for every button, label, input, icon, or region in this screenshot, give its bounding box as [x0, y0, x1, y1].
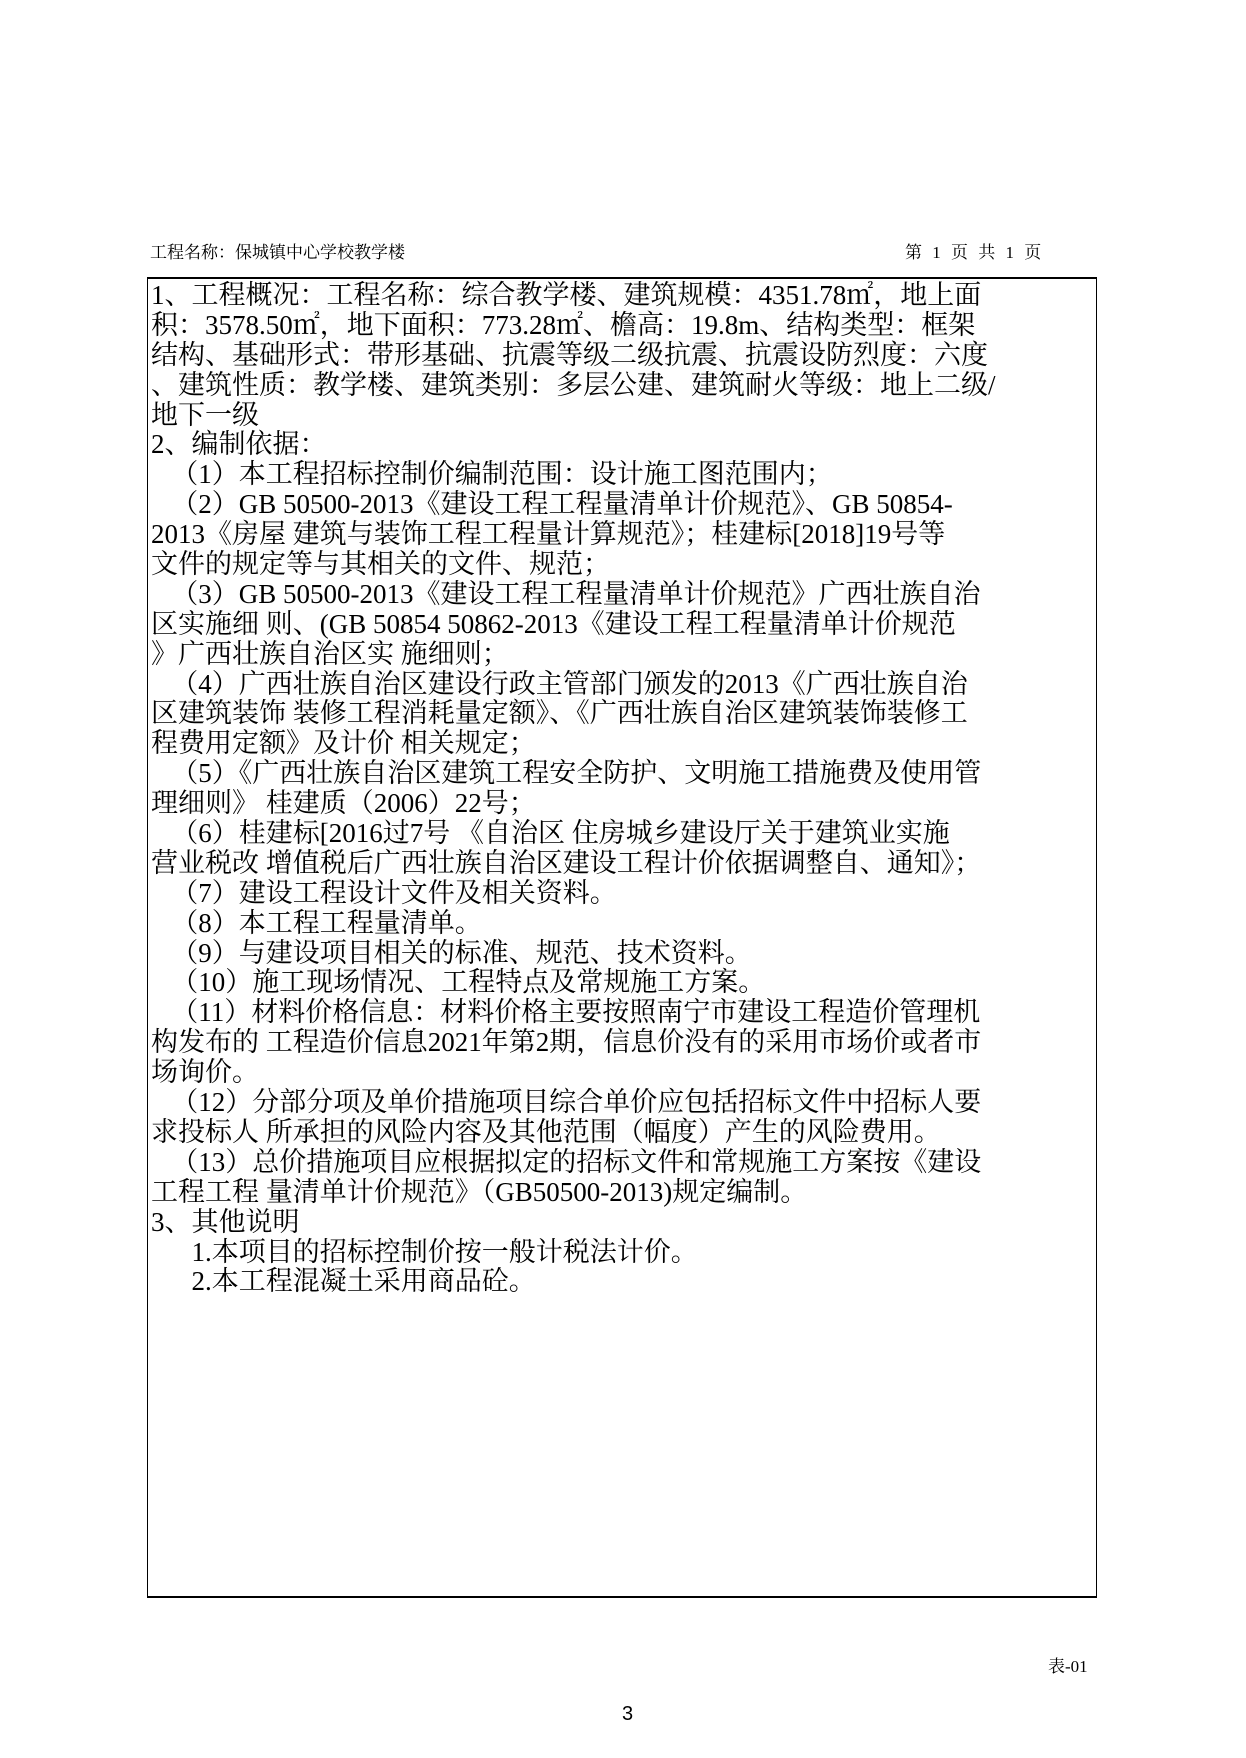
table-code: 表-01 [1048, 1657, 1088, 1676]
text-line: （13）总价措施项目应根据拟定的招标文件和常规施工方案按《建设 [151, 1146, 982, 1177]
text-line: 地下一级 [151, 399, 259, 430]
text-line: 》广西壮族自治区实 施细则； [151, 638, 509, 669]
text-line: 2013《房屋 建筑与装饰工程工程量计算规范》；桂建标[2018]19号等 [151, 519, 946, 550]
text-line: 1.本项目的招标控制价按一般计税法计价。 [151, 1236, 698, 1267]
text-line: 场询价。 [151, 1057, 259, 1088]
text-line: （11）材料价格信息：材料价格主要按照南宁市建设工程造价管理机 [151, 997, 981, 1028]
text-line: 构发布的 工程造价信息2021年第2期，信息价没有的采用市场价或者市 [151, 1027, 982, 1058]
text-line: （2）GB 50500-2013《建设工程工程量清单计价规范》、GB 50854- [151, 489, 953, 520]
text-line: 理细则》 桂建质（2006）22号； [151, 788, 536, 819]
text-line: 营业税改 增值税后广西壮族自治区建设工程计价依据调整自、通知》； [151, 847, 982, 878]
text-line: 2、编制依据： [151, 429, 327, 460]
text-line: 区建筑装饰 装修工程消耗量定额》、《广西壮族自治区建筑装饰装修工 [151, 698, 968, 729]
text-line: （4）广西壮族自治区建设行政主管部门颁发的2013《广西壮族自治 [151, 668, 968, 699]
text-line: （10）施工现场情况、工程特点及常规施工方案。 [151, 967, 766, 998]
text-line: （5）《广西壮族自治区建筑工程安全防护、文明施工措施费及使用管 [151, 758, 982, 789]
text-line: 3、其他说明 [151, 1206, 300, 1237]
project-name: 工程名称：保城镇中心学校教学楼 [150, 243, 405, 262]
text-line: 求投标人 所承担的风险内容及其他范围（幅度）产生的风险费用。 [151, 1116, 941, 1147]
text-line: （8）本工程工程量清单。 [151, 907, 482, 938]
text-line: （3）GB 50500-2013《建设工程工程量清单计价规范》广西壮族自治 [151, 578, 981, 609]
text-line: 1、工程概况：工程名称：综合教学楼、建筑规模：4351.78㎡，地上面 [151, 280, 982, 310]
page-info: 第 1 页 共 1 页 [905, 243, 1042, 262]
divider [147, 1597, 1097, 1598]
description-box [147, 277, 1097, 1597]
text-line: （9）与建设项目相关的标准、规范、技术资料。 [151, 937, 752, 968]
text-line: 2.本工程混凝土采用商品砼。 [151, 1266, 536, 1297]
page-number: 3 [622, 1703, 634, 1725]
text-line: 结构、基础形式：带形基础、抗震等级二级抗震、抗震设防烈度：六度 [151, 339, 988, 370]
text-line: 区实施细 则、(GB 50854 50862-2013《建设工程工程量清单计价规范 [151, 608, 956, 639]
text-line: 积：3578.50㎡，地下面积：773.28㎡、檐高：19.8m、结构类型：框架 [151, 309, 976, 340]
text-line: 程费用定额》及计价 相关规定； [151, 728, 536, 759]
text-line: （1）本工程招标控制价编制范围：设计施工图范围内； [151, 459, 833, 490]
text-line: （6）桂建标[2016过7号 《自治区 住房城乡建设厅关于建筑业实施 [151, 818, 950, 849]
text-line: 文件的规定等与其相关的文件、规范； [151, 549, 610, 580]
description-text [151, 281, 1094, 1297]
text-line: 、建筑性质：教学楼、建筑类别：多层公建、建筑耐火等级：地上二级/ [151, 369, 996, 400]
text-line: 工程工程 量清单计价规范》（GB50500-2013)规定编制。 [151, 1176, 808, 1207]
text-line: （7）建设工程设计文件及相关资料。 [151, 877, 617, 908]
text-line: （12）分部分项及单价措施项目综合单价应包括招标文件中招标人要 [151, 1087, 982, 1118]
